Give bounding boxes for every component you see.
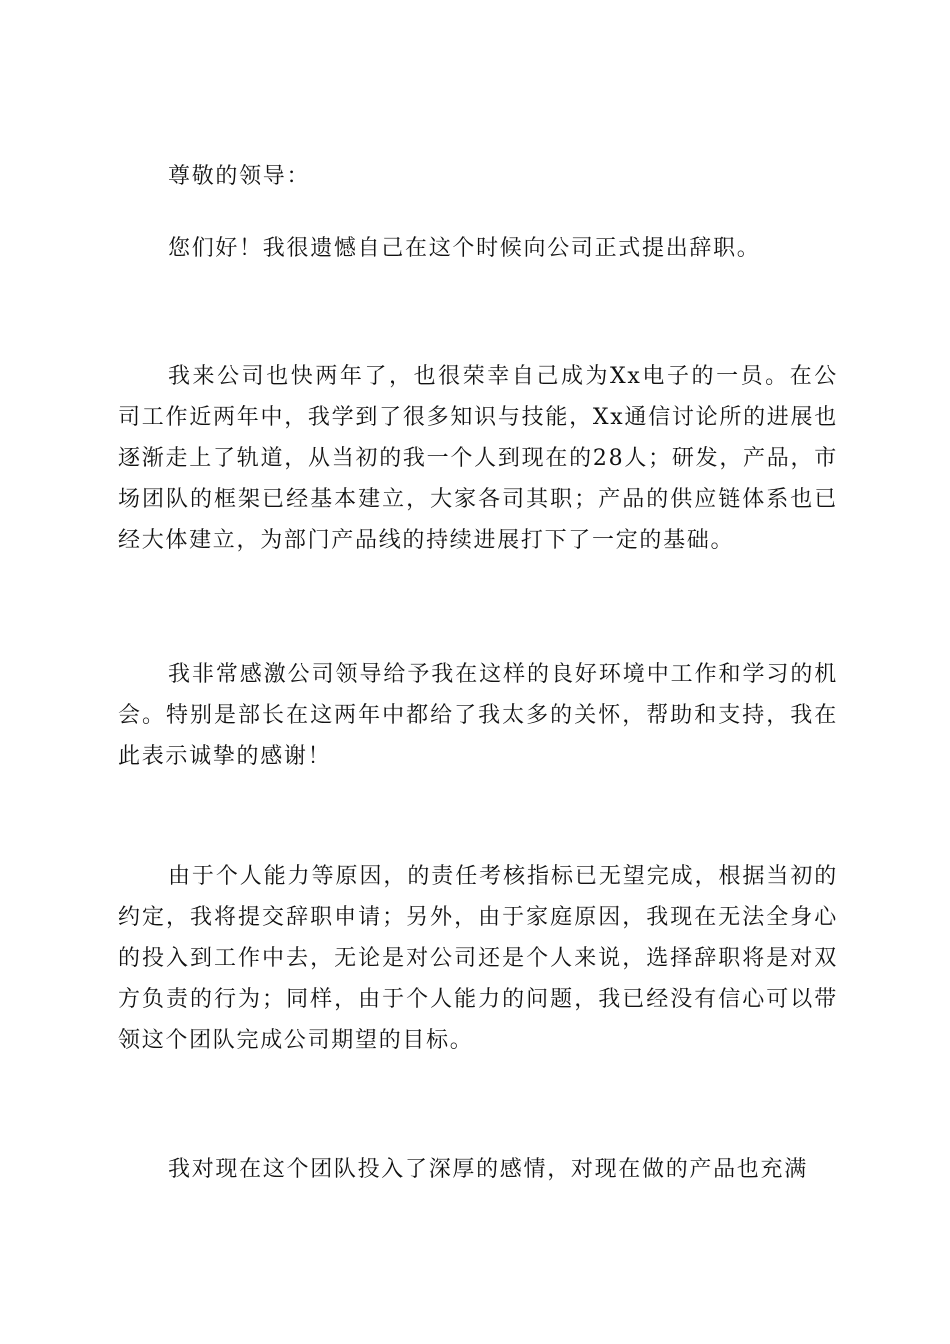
body-paragraph-experience: 我来公司也快两年了，也很荣幸自己成为Xx电子的一员。在公司工作近两年中，我学到了很多知识与技能，Xx通信讨论所的进展也逐渐走上了轨道，从当初的我一个人到现在的28人；研发，产品，市场团队的框架已经基本建立，大家各司其职；产品的供应链体系也已经大体建立，为部门产品线的持续进展打下了一定的基础。 [118, 364, 838, 553]
greeting-paragraph: 您们好！我很遗憾自己在这个时候向公司正式提出辞职。 [168, 236, 761, 261]
salutation: 尊敬的领导： [168, 164, 311, 189]
body-paragraph-gratitude: 我非常感激公司领导给予我在这样的良好环境中工作和学习的机会。特别是部长在这两年中都给了我太多的关怀，帮助和支持，我在此表示诚挚的感谢！ [118, 662, 838, 769]
body-paragraph-team: 我对现在这个团队投入了深厚的感情，对现在做的产品也充满 [168, 1157, 808, 1182]
body-paragraph-reasons: 由于个人能力等原因，的责任考核指标已无望完成，根据当初的约定，我将提交辞职申请；另外，由于家庭原因，我现在无法全身心的投入到工作中去，无论是对公司还是个人来说，选择辞职将是对双方负责的行为；同样，由于个人能力的问题，我已经没有信心可以带领这个团队完成公司期望的目标。 [118, 864, 838, 1053]
